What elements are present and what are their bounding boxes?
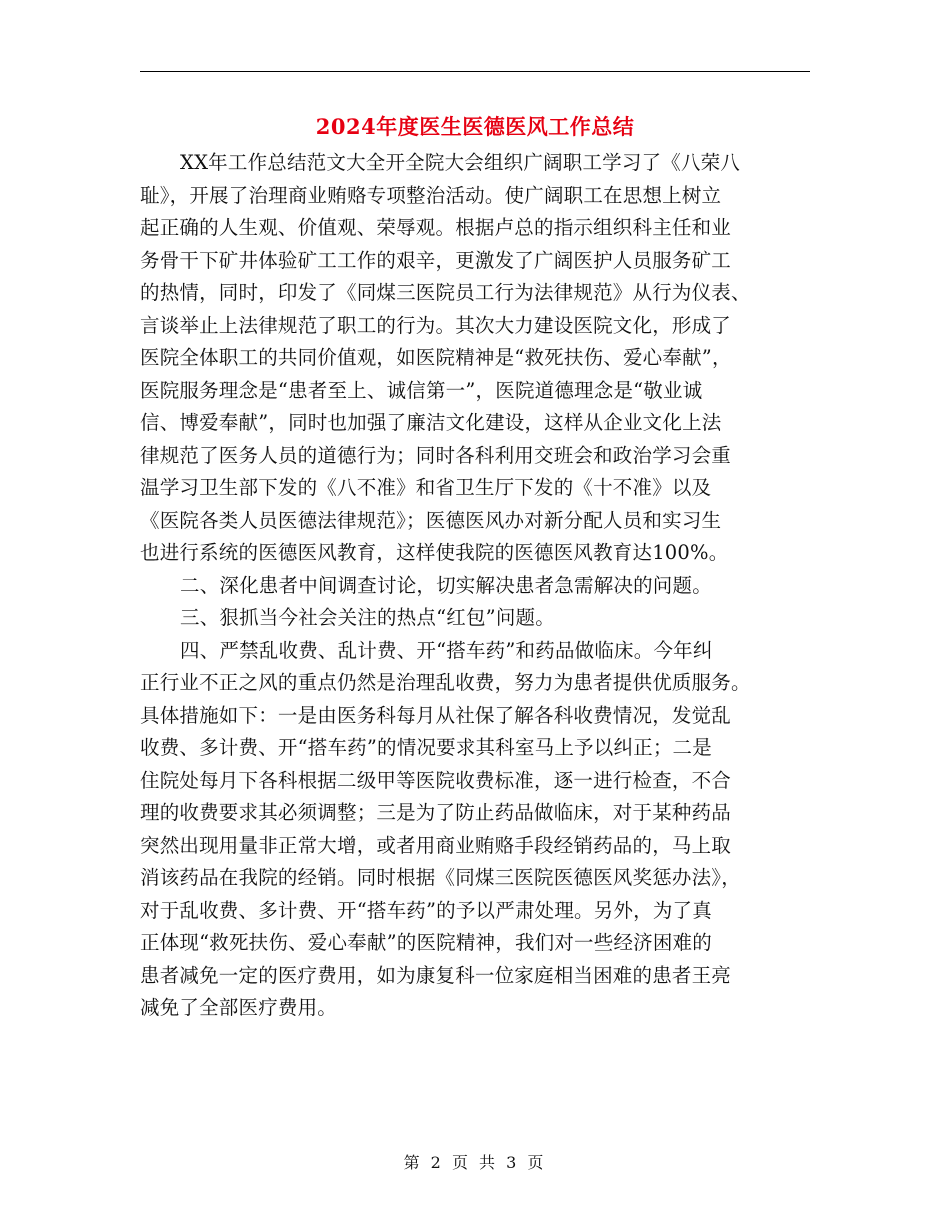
document-body — [140, 147, 812, 1025]
body-line: 具体措施如下：一是由医务科每月从社保了解各科收费情况，发觉乱 — [140, 703, 732, 727]
body-line: 律规范了医务人员的道德行为；同时各科利用交班会和政治学习会重 — [140, 443, 732, 467]
body-line: 温学习卫生部下发的《八不准》和省卫生厅下发的《十不准》以及 — [140, 476, 712, 499]
body-line: 也进行系统的医德医风教育，这样使我院的医德医风教育达100%。 — [140, 541, 729, 564]
body-line: 对于乱收费、多计费、开“搭车药”的予以严肃处理。另外，为了真 — [140, 898, 712, 922]
body-line: 四、严禁乱收费、乱计费、开“搭车药”和药品做临床。今年纠 — [180, 638, 713, 662]
body-line: 医院全体职工的共同价值观，如医院精神是“救死扶伤、爱心奉献”， — [140, 346, 732, 369]
body-line: 《医院各类人员医德法律规范》；医德医风办对新分配人员和实习生 — [140, 508, 722, 532]
header-rule — [140, 71, 810, 72]
body-line: 务骨干下矿井体验矿工工作的艰辛，更激发了广阔医护人员服务矿工 — [140, 248, 732, 272]
body-line: 住院处每月下各科根据二级甲等医院收费标准，逐一进行检查，不合 — [140, 768, 732, 792]
body-line: 起正确的人生观、价值观、荣辱观。根据卢总的指示组织科主任和业 — [140, 216, 732, 239]
body-line: 收费、多计费、开“搭车药”的情况要求其科室马上予以纠正；二是 — [140, 736, 712, 759]
body-line: 正行业不正之风的重点仍然是治理乱收费，努力为患者提供优质服务。 — [140, 671, 751, 694]
body-line: 的热情，同时，印发了《同煤三医院员工行为法律规范》从行为仪表、 — [140, 281, 751, 304]
body-line: 二、深化患者中间调查讨论，切实解决患者急需解决的问题。 — [180, 573, 712, 597]
body-line: 患者减免一定的医疗费用，如为康复科一位家庭相当困难的患者王亮 — [140, 963, 732, 987]
body-line: 正体现“救死扶伤、爱心奉献”的医院精神，我们对一些经济困难的 — [140, 931, 712, 954]
body-line: 消该药品在我院的经销。同时根据《同煤三医院医德医风奖惩办法》， — [140, 866, 741, 889]
page-footer: 第 2 页 共 3 页 — [403, 1153, 547, 1172]
body-line: 理的收费要求其必须调整；三是为了防止药品做临床，对于某种药品 — [140, 801, 732, 824]
body-line: 医院服务理念是“患者至上、诚信第一”，医院道德理念是“敬业诚 — [140, 378, 703, 402]
body-line: 信、博爱奉献”，同时也加强了廉洁文化建设，这样从企业文化上法 — [140, 411, 722, 434]
body-line: 三、狠抓当今社会关注的热点“红包”问题。 — [180, 606, 555, 629]
body-line: 言谈举止上法律规范了职工的行为。其次大力建设医院文化，形成了 — [140, 313, 732, 337]
body-line: 减免了全部医疗费用。 — [140, 996, 338, 1019]
body-line: 耻》，开展了治理商业贿赂专项整治活动。使广阔职工在思想上树立 — [140, 183, 722, 207]
document-title: 2024年度医生医德医风工作总结 — [315, 114, 635, 139]
body-line: 突然出现用量非正常大增，或者用商业贿赂手段经销药品的，马上取 — [140, 833, 732, 857]
body-line: XX年工作总结范文大全开全院大会组织广阔职工学习了《八荣八 — [180, 151, 741, 174]
